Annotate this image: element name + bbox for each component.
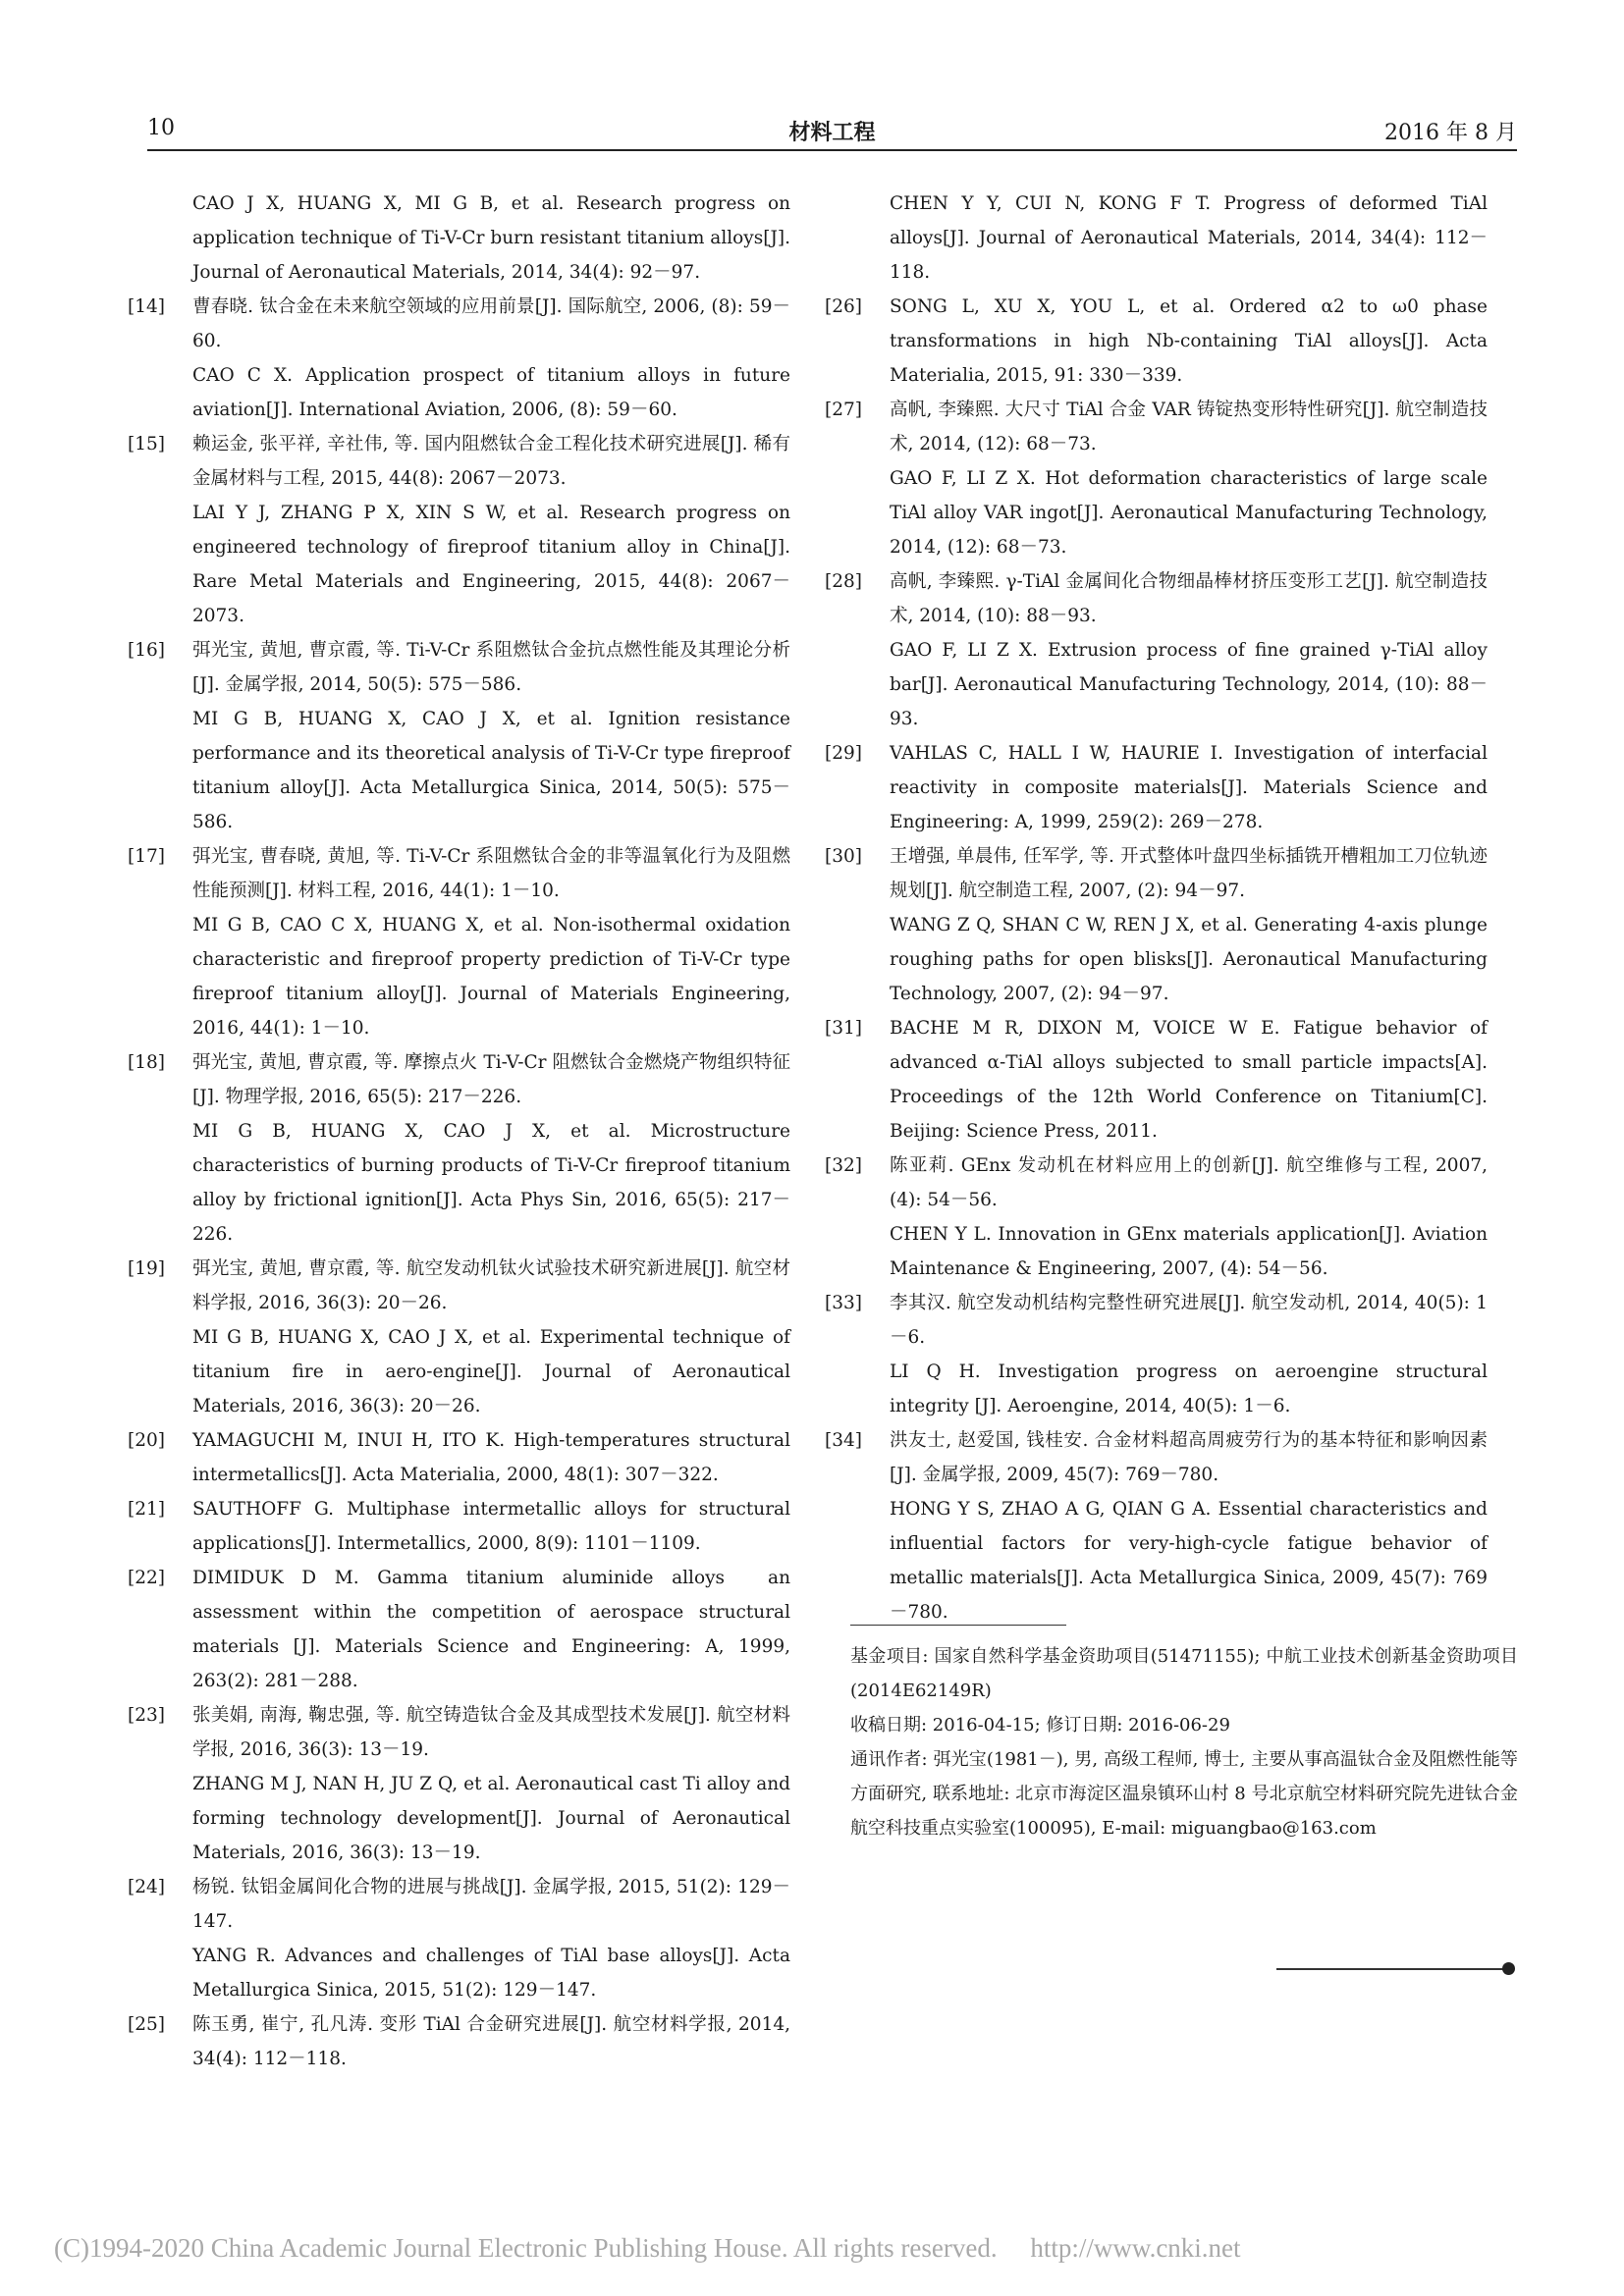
reference-text: 高帆, 李臻熙. γ-TiAl 金属间化合物细晶棒材挤压变形工艺[J]. 航空制造技术, 2014, (10): 88－93. [890, 571, 1488, 626]
author-note: 通讯作者: 弭光宝(1981－), 男, 高级工程师, 博士, 主要从事高温钛合金及阻燃性能等方面研究, 联系地址: 北京市海淀区温泉镇环山村 8 号北京航空材料研究院先进钛合金航空科技重点实验室(100095), E-mail: miguangbao@163.com [850, 1749, 1518, 1839]
reference-text: 杨锐. 钛铝金属间化合物的进展与挑战[J]. 金属学报, 2015, 51(2): 129－147. [192, 1877, 790, 1932]
reference-number: [28] [825, 571, 862, 592]
reference-entry [147, 187, 790, 290]
reference-number: [27] [825, 400, 862, 420]
reference-number: [18] [128, 1052, 165, 1073]
page-number: 10 [147, 116, 175, 140]
reference-entry [128, 290, 790, 427]
reference-text: 弭光宝, 黄旭, 曹京霞, 等. Ti-V-Cr 系阻燃钛合金抗点燃性能及其理论分析[J]. 金属学报, 2014, 50(5): 575－586. [192, 640, 790, 695]
journal-name: 材料工程 [788, 120, 876, 145]
reference-text: CHEN Y L. Innovation in GEnx materials application[J]. Aviation Maintenance & Engineering, 2007, (4): 54－56. [890, 1224, 1488, 1279]
reference-text: 陈亚莉. GEnx 发动机在材料应用上的创新[J]. 航空维修与工程, 2007, (4): 54－56. [890, 1155, 1488, 1210]
reference-text: MI G B, HUANG X, CAO J X, et al. Microstructure characteristics of burning products of Ti-V-Cr fireproof titanium alloy by frictional ignition[J]. Acta Phys Sin, 2016, 65(5): 217－226. [192, 1121, 790, 1245]
reference-number: [31] [825, 1018, 862, 1039]
reference-text: DIMIDUK D M. Gamma titanium aluminide alloys an assessment within the competition of aerospace structural materials [J]. Materials Science and Engineering: A, 1999, 263(2): 281－288. [192, 1568, 790, 1691]
reference-entry [825, 1286, 1488, 1423]
reference-text: 李其汉. 航空发动机结构完整性研究进展[J]. 航空发动机, 2014, 40(5): 1－6. [890, 1293, 1488, 1348]
reference-text: GAO F, LI Z X. Hot deformation characteristics of large scale TiAl alloy VAR ingot[J]. Aeronautical Manufacturing Technology, 2014, (12): 68－73. [890, 468, 1488, 558]
reference-text: SAUTHOFF G. Multiphase intermetallic alloys for structural applications[J]. Intermetallics, 2000, 8(9): 1101－1109. [192, 1499, 790, 1554]
reference-text: CHEN Y Y, CUI N, KONG F T. Progress of deformed TiAl alloys[J]. Journal of Aeronautical Materials, 2014, 34(4): 112－118. [890, 193, 1488, 283]
reference-text: 曹春晓. 钛合金在未来航空领域的应用前景[J]. 国际航空, 2006, (8): 59－60. [192, 296, 790, 351]
reference-number: [22] [128, 1568, 165, 1588]
reference-text: WANG Z Q, SHAN C W, REN J X, et al. Generating 4-axis plunge roughing paths for open blisks[J]. Aeronautical Manufacturing Technology, 2007, (2): 94－97. [890, 915, 1488, 1004]
reference-number: [19] [128, 1258, 165, 1279]
reference-entry [128, 1561, 790, 1698]
reference-text: YAMAGUCHI M, INUI H, ITO K. High-temperatures structural intermetallics[J]. Acta Materialia, 2000, 48(1): 307－322. [192, 1430, 790, 1485]
reference-text: 洪友士, 赵爱国, 钱桂安. 合金材料超高周疲劳行为的基本特征和影响因素[J]. 金属学报, 2009, 45(7): 769－780. [890, 1430, 1488, 1485]
reference-entry [128, 1698, 790, 1870]
reference-entry [128, 633, 790, 839]
end-line [1276, 1968, 1507, 1970]
reference-entry [128, 1423, 790, 1492]
reference-entry [128, 1252, 790, 1423]
reference-text: GAO F, LI Z X. Extrusion process of fine grained γ-TiAl alloy bar[J]. Aeronautical Manufacturing Technology, 2014, (10): 88－93. [890, 640, 1488, 729]
reference-number: [24] [128, 1877, 165, 1897]
funding-note: 基金项目: 国家自然科学基金资助项目(51471155); 中航工业技术创新基金资助项目(2014E62149R) [850, 1646, 1518, 1701]
header-rule [147, 149, 1517, 151]
reference-text: BACHE M R, DIXON M, VOICE W E. Fatigue behavior of advanced α-TiAl alloys subjected to small particle impacts[A]. Proceedings of the 12th World Conference on Titanium[C]. Beijing: Science Press, 2011. [890, 1018, 1488, 1142]
reference-text: 赖运金, 张平祥, 辛社伟, 等. 国内阻燃钛合金工程化技术研究进展[J]. 稀有金属材料与工程, 2015, 44(8): 2067－2073. [192, 434, 790, 489]
reference-entry [844, 187, 1488, 290]
reference-text: 弭光宝, 黄旭, 曹京霞, 等. 摩擦点火 Ti-V-Cr 阻燃钛合金燃烧产物组织特征[J]. 物理学报, 2016, 65(5): 217－226. [192, 1052, 790, 1107]
reference-number: [14] [128, 296, 165, 317]
reference-text: 陈玉勇, 崔宁, 孔凡涛. 变形 TiAl 合金研究进展[J]. 航空材料学报, 2014, 34(4): 112－118. [192, 2014, 790, 2069]
reference-number: [23] [128, 1705, 165, 1726]
left-column [128, 187, 790, 2076]
reference-entry [825, 1011, 1488, 1148]
reference-number: [30] [825, 846, 862, 867]
reference-text: CAO C X. Application prospect of titanium alloys in future aviation[J]. International Aviation, 2006, (8): 59－60. [192, 365, 790, 420]
reference-number: [15] [128, 434, 165, 454]
reference-text: LI Q H. Investigation progress on aeroengine structural integrity [J]. Aeroengine, 2014, 40(5): 1－6. [890, 1362, 1488, 1416]
reference-text: 弭光宝, 曹春晓, 黄旭, 等. Ti-V-Cr 系阻燃钛合金的非等温氧化行为及阻燃性能预测[J]. 材料工程, 2016, 44(1): 1－10. [192, 846, 790, 901]
reference-text: 弭光宝, 黄旭, 曹京霞, 等. 航空发动机钛火试验技术研究新进展[J]. 航空材料学报, 2016, 36(3): 20－26. [192, 1258, 790, 1313]
reference-text: MI G B, HUANG X, CAO J X, et al. Ignition resistance performance and its theoretical analysis of Ti-V-Cr type fireproof titanium alloy[J]. Acta Metallurgica Sinica, 2014, 50(5): 575－586. [192, 709, 790, 832]
reference-text: HONG Y S, ZHAO A G, QIAN G A. Essential characteristics and influential factors for very-high-cycle fatigue behavior of metallic materials[J]. Acta Metallurgica Sinica, 2009, 45(7): 769－780. [890, 1499, 1488, 1623]
reference-entry [825, 839, 1488, 1011]
reference-entry [128, 1045, 790, 1252]
reference-text: YANG R. Advances and challenges of TiAl base alloys[J]. Acta Metallurgica Sinica, 2015, 51(2): 129－147. [192, 1946, 790, 2001]
reference-number: [20] [128, 1430, 165, 1451]
reference-entry [825, 1423, 1488, 1629]
reference-number: [34] [825, 1430, 862, 1451]
reference-entry [825, 290, 1488, 393]
reference-number: [33] [825, 1293, 862, 1313]
reference-number: [25] [128, 2014, 165, 2035]
reference-text: 张美娟, 南海, 鞠忠强, 等. 航空铸造钛合金及其成型技术发展[J]. 航空材料学报, 2016, 36(3): 13－19. [192, 1705, 790, 1760]
reference-text: MI G B, HUANG X, CAO J X, et al. Experimental technique of titanium fire in aero-engine[J]. Journal of Aeronautical Materials, 2016, 36(3): 20－26. [192, 1327, 790, 1416]
reference-number: [16] [128, 640, 165, 661]
issue-date: 2016 年 8 月 [1384, 121, 1517, 145]
copyright-footer: (C)1994-2020 China Academic Journal Electronic Publishing House. All rights reserved. http://www.cnki.net [54, 2233, 1241, 2263]
reference-number: [29] [825, 743, 862, 764]
end-dot [1502, 1962, 1515, 1975]
reference-number: [26] [825, 296, 862, 317]
reference-number: [17] [128, 846, 165, 867]
reference-entry [825, 564, 1488, 736]
reference-entry [128, 1492, 790, 1561]
reference-entry [128, 839, 790, 1045]
footnote [850, 1639, 1518, 1845]
reference-entry [128, 1870, 790, 2007]
reference-entry [128, 427, 790, 633]
reference-entry [825, 736, 1488, 839]
reference-text: 王增强, 单晨伟, 任军学, 等. 开式整体叶盘四坐标插铣开槽粗加工刀位轨迹规划[J]. 航空制造工程, 2007, (2): 94－97. [890, 846, 1488, 901]
reference-text: 高帆, 李臻熙. 大尺寸 TiAl 合金 VAR 铸锭热变形特性研究[J]. 航空制造技术, 2014, (12): 68－73. [890, 400, 1488, 454]
reference-entry [825, 1148, 1488, 1286]
dates-note: 收稿日期: 2016-04-15; 修订日期: 2016-06-29 [850, 1715, 1230, 1735]
reference-text: CAO J X, HUANG X, MI G B, et al. Research progress on application technique of Ti-V-Cr burn resistant titanium alloys[J]. Journal of Aeronautical Materials, 2014, 34(4): 92－97. [192, 193, 790, 283]
reference-text: SONG L, XU X, YOU L, et al. Ordered α2 to ω0 phase transformations in high Nb-containing TiAl alloys[J]. Acta Materialia, 2015, 91: 330－339. [890, 296, 1488, 386]
reference-number: [21] [128, 1499, 165, 1520]
reference-text: ZHANG M J, NAN H, JU Z Q, et al. Aeronautical cast Ti alloy and forming technology development[J]. Journal of Aeronautical Materials, 2016, 36(3): 13－19. [192, 1774, 790, 1863]
right-column [825, 187, 1488, 1629]
reference-text: MI G B, CAO C X, HUANG X, et al. Non-isothermal oxidation characteristic and fireproof property prediction of Ti-V-Cr type fireproof titanium alloy[J]. Journal of Materials Engineering, 2016, 44(1): 1－10. [192, 915, 790, 1039]
reference-entry [825, 393, 1488, 564]
reference-text: VAHLAS C, HALL I W, HAURIE I. Investigation of interfacial reactivity in composite materials[J]. Materials Science and Engineering: A, 1999, 259(2): 269－278. [890, 743, 1488, 832]
reference-text: LAI Y J, ZHANG P X, XIN S W, et al. Research progress on engineered technology of fireproof titanium alloy in China[J]. Rare Metal Materials and Engineering, 2015, 44(8): 2067－2073. [192, 503, 790, 626]
reference-number: [32] [825, 1155, 862, 1176]
footnote-rule [850, 1625, 1066, 1626]
reference-entry [128, 2007, 790, 2076]
